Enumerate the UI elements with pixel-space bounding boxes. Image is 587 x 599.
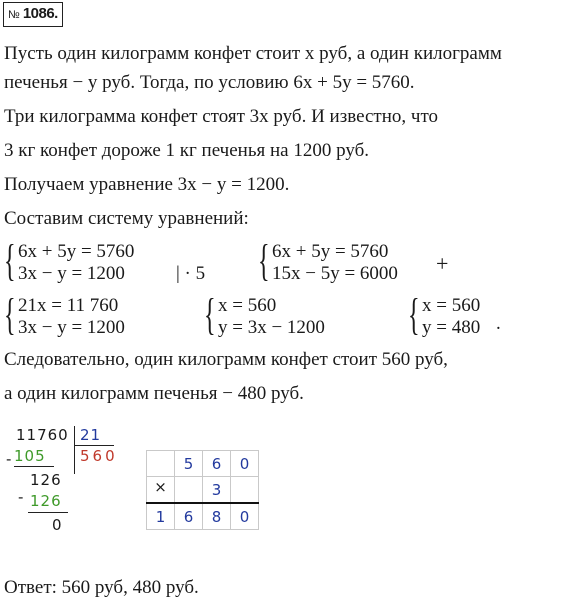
multiplicand-digit: 5 (175, 451, 203, 477)
division-remainder-1: 126 (30, 471, 62, 489)
minus-sign: - (18, 488, 24, 506)
problem-number-badge (3, 2, 63, 27)
system-brace: { (4, 290, 16, 339)
system-1-eq-2: 3x − y = 1200 (18, 263, 125, 284)
text-line-2: печенья − y руб. Тогда, по условию 6x + 5y = 5760. (4, 72, 415, 93)
system-5-period: . (496, 313, 501, 334)
division-divisor: 21 (80, 426, 102, 444)
problem-number: 1086. (22, 5, 58, 22)
system-1-eq-1: 6x + 5y = 5760 (18, 241, 135, 262)
addition-sign: + (436, 251, 449, 276)
division-subtrahend-2: 126 (30, 492, 62, 510)
division-line-2 (28, 512, 68, 513)
system-1-multiplier: | · 5 (176, 263, 206, 284)
multiplicand-digit: 0 (231, 451, 259, 477)
minus-sign: - (6, 450, 12, 468)
multiplication-sign: × (147, 477, 175, 504)
text-line-6: Составим систему уравнений: (4, 208, 249, 229)
text-line-5: Получаем уравнение 3x − y = 1200. (4, 174, 290, 195)
text-line-3: Три килограмма конфет стоят 3x руб. И известно, что (4, 106, 438, 127)
system-brace: { (408, 290, 420, 339)
multiplication (146, 450, 259, 530)
system-5-eq-1: x = 560 (422, 295, 481, 316)
system-2-eq-2: 15x − 5y = 6000 (272, 263, 398, 284)
multiplication-empty-cell (175, 477, 203, 504)
division-subtrahend-1: 105 (14, 447, 46, 465)
system-4-eq-1: x = 560 (218, 295, 277, 316)
division-line-1 (14, 466, 54, 467)
system-4-eq-2: y = 3x − 1200 (218, 317, 325, 338)
long-division (0, 420, 130, 560)
division-divisor-line (74, 445, 114, 446)
text-line-7: Следовательно, один килограмм конфет стоит 560 руб, (4, 349, 448, 370)
multiplicand-digit: 6 (203, 451, 231, 477)
system-2-eq-1: 6x + 5y = 5760 (272, 241, 389, 262)
system-brace: { (204, 290, 216, 339)
multiplication-grid (146, 450, 259, 530)
product-digit: 6 (175, 503, 203, 530)
division-dividend: 11760 (16, 426, 69, 444)
product-digit: 1 (147, 503, 175, 530)
answer-line: Ответ: 560 руб, 480 руб. (4, 577, 199, 598)
system-brace: { (4, 236, 16, 285)
product-digit: 0 (231, 503, 259, 530)
text-line-8: а один килограмм печенья − 480 руб. (4, 383, 304, 404)
product-digit: 8 (203, 503, 231, 530)
text-line-4: 3 кг конфет дороже 1 кг печенья на 1200 руб. (4, 140, 369, 161)
system-brace: { (258, 236, 270, 285)
number-sign: № (8, 9, 20, 21)
multiplication-empty-cell (147, 451, 175, 477)
system-3-eq-2: 3x − y = 1200 (18, 317, 125, 338)
text-line-1: Пусть один килограмм конфет стоит x руб, а один килограмм (4, 43, 502, 64)
multiplication-empty-cell (231, 477, 259, 504)
multiplier-digit: 3 (203, 477, 231, 504)
division-quotient: 560 (80, 447, 118, 465)
system-3-eq-1: 21x = 11 760 (18, 295, 119, 316)
division-remainder-final: 0 (52, 516, 62, 534)
division-vertical-bar (74, 426, 75, 474)
system-5-eq-2: y = 480 (422, 317, 481, 338)
